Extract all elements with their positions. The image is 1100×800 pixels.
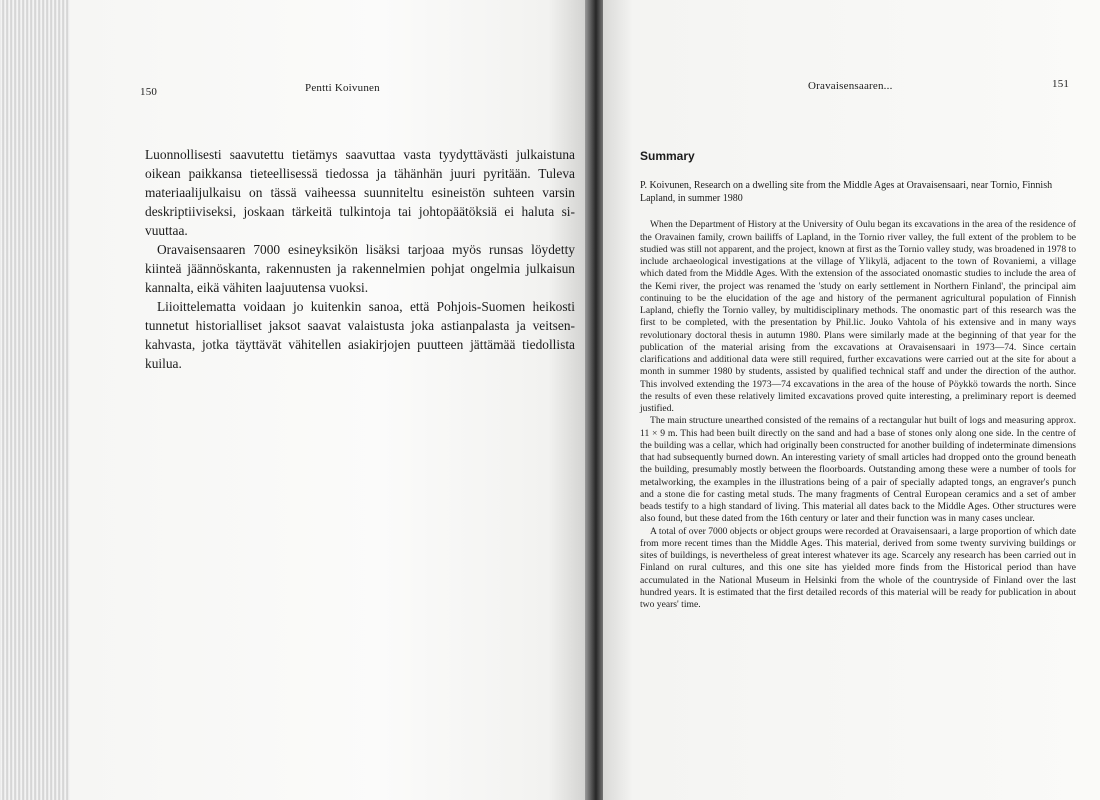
right-page-text (640, 150, 1076, 611)
left-page-text (145, 145, 575, 373)
summary-paragraph: When the Department of History at the University of Oulu began its excavations in the area of the residence of the Oravainen family, crown bailiffs of Lapland, in the Tornio river valley, the full extent of the problem to be studied was still not apparent, and the project, known at first as the Tornio valley study, was broadened in 1978 to include archaeological investigations at the village of Ylikylä, adjacent to the town of Rovaniemi, a village which dated from the Middle Ages. With the extension of the associated onomastic studies to include the area of the Kemi river, the project was renamed the 'study on early settlement in Northern Finland', the principal aim continuing to be the elucidation of the age and history of the permanent agricultural population of Finnish Lapland, chiefly the Tornio valley, by multidisciplinary methods. The onomastic part of this research was the first to be completed, with the presentation by Phil.lic. Jouko Vahtola of his extensive and in many ways revolutionary doctoral thesis in autumn 1980. Plans were similarly made at the beginning of that year for the publication of the material arising from the excavations at Oravaisensaari in 1973—74. Since certain clarifications and additional data were still required, further excavations were carried out at the site for about a month in summer 1980 by students, assisted by qualified technical staff and under the direction of the author. This involved extending the 1973—74 excavations in the area of the house of Pöykkö towards the north. Since the results of even these relatively limited excavations proved quite interesting, a preliminary report is deemed justified. (640, 219, 1076, 414)
summary-byline: P. Koivunen, Research on a dwelling site from the Middle Ages at Oravaisensaari, near Tornio, Finnish Lapland, in summer 1980 (640, 180, 1053, 204)
left-running-head: Pentti Koivunen (305, 82, 380, 94)
summary-paragraph: A total of over 7000 objects or object groups were recorded at Oravaisensaari, a large proportion of which date from more recent times than the Middle Ages. This material, derived from some twenty surviving buildings or sites of buildings, is nevertheless of great interest whatever its age. Scarcely any research has been carried out in Finland on rural cultures, and this one site has yielded more finds from the Historical period than have accumulated in the National Museum in Helsinki from the whole of the countryside of Finland over the last hundred years. It is estimated that the first detailed records of this material will be ready for publication in about two years' time. (640, 525, 1076, 610)
left-paragraph: Luonnollisesti saavutettu tietämys saavuttaa vasta tyydyttävästi julkaistuna oikean paikkansa tieteellisessä tiedossa ja tähänhän juuri pyritään. Tuleva materiaalijulkaisu on tässä vaiheessa suunniteltu esineistön suhteen varsin deskriptiiviseksi, joskaan tärkeitä tulkintoja tai johtopäätöksiä ei haluta sivuuttaa. (145, 147, 575, 238)
book-gutter (585, 0, 605, 800)
left-page-number: 150 (140, 86, 158, 98)
summary-paragraph: The main structure unearthed consisted of the remains of a rectangular hut built of logs and measuring approx. 11 × 9 m. This had been built directly on the sand and had a base of stones only along one side. In the centre of the building was a cellar, which had originally been constructed for another building of indeterminate dimensions that had subsequently burned down. An interesting variety of small articles had dropped onto the ground beneath the building, presumably mostly between the floorboards. Outstanding among these were a number of tools for metalworking, the examples in the illustrations being of a pair of specially adapted tongs, an engraver's punch and a stone die for casting metal studs. The many fragments of Central European ceramics and a set of amber beads testify to a high standard of living. This material all dates back to the Middle Ages. Other structures were also found, but these dated from the 16th century or later and their function was in many cases unclear. (640, 415, 1076, 525)
left-paragraph: Oravaisensaaren 7000 esineyksikön lisäksi tarjoaa myös runsas löydetty kiinteä jäännöskanta, rakennusten ja rakennelmien pohjat ongelmia julkaisun kannalta, eikä vähiten laajuutensa vuoksi. (145, 242, 575, 295)
page-edges (0, 0, 70, 800)
right-running-head: Oravaisensaaren... (808, 80, 893, 92)
left-paragraph: Liioittelematta voidaan jo kuitenkin sanoa, että Pohjois-Suomen heikosti tunnetut historialliset jaksot saavat valaistusta joka astianpalasta ja veitsenkahvasta, jotka täyttävät vähitellen asiakirjojen puutteen jättämää tiedollista kuilua. (145, 299, 575, 371)
summary-heading: Summary (640, 149, 695, 163)
left-page (70, 0, 590, 800)
right-page-number: 151 (1052, 78, 1070, 90)
